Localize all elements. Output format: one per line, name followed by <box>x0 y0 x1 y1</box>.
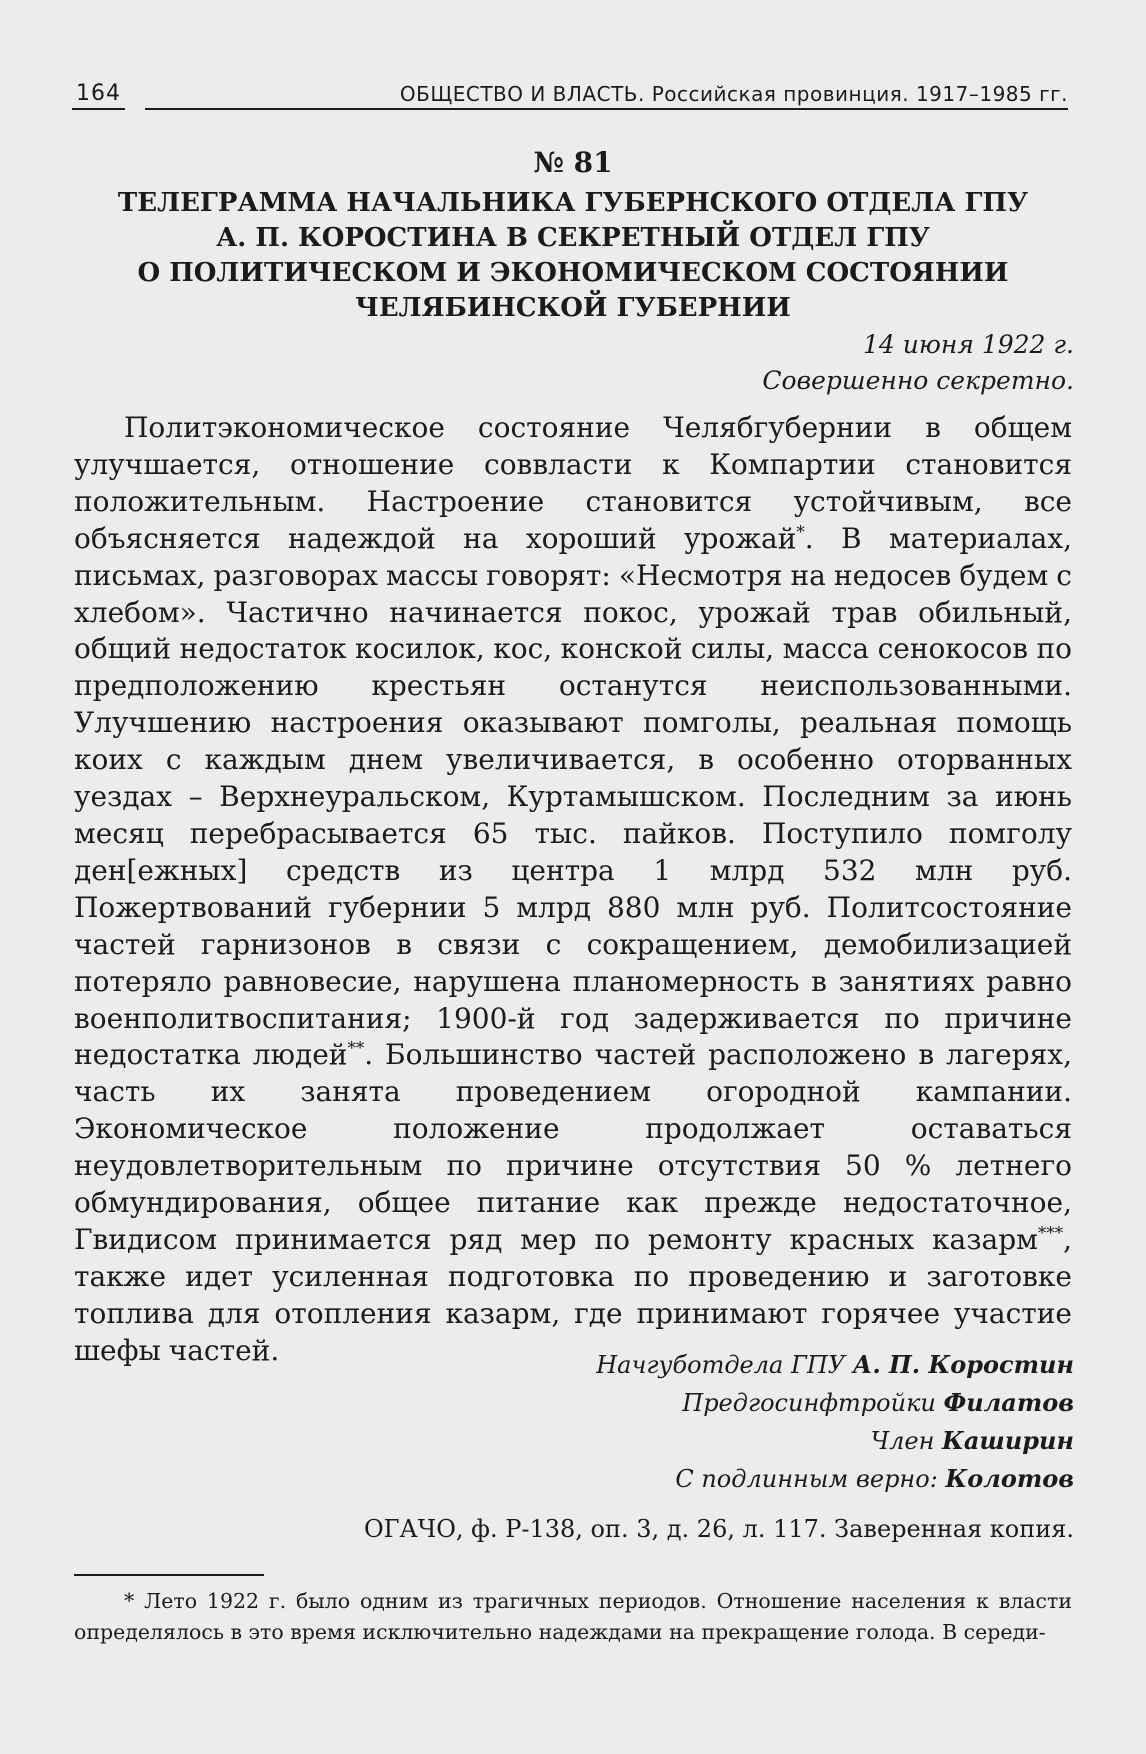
title-line: ЧЕЛЯБИНСКОЙ ГУБЕРНИИ <box>355 293 791 323</box>
document-body <box>74 410 1072 1370</box>
footnote-marker: *** <box>1037 1222 1064 1243</box>
document-title <box>100 186 1046 326</box>
title-line: А. П. КОРОСТИНА В СЕКРЕТНЫЙ ОТДЕЛ ГПУ <box>216 223 930 253</box>
signature-role: Начгуботдела ГПУ <box>596 1351 846 1379</box>
title-line: ТЕЛЕГРАММА НАЧАЛЬНИКА ГУБЕРНСКОГО ОТДЕЛА ГПУ <box>117 188 1029 218</box>
running-title: ОБЩЕСТВО И ВЛАСТЬ. Российская провинция. 1917–1985 гг. <box>145 82 1068 110</box>
title-line: О ПОЛИТИЧЕСКОМ И ЭКОНОМИЧЕСКОМ СОСТОЯНИИ <box>137 258 1009 288</box>
document-date: 14 июня 1922 г. <box>863 330 1074 359</box>
secrecy-mark: Совершенно секретно. <box>762 366 1074 395</box>
body-text-part: Политэкономическое состояние Челябгубернии в общем улучшается, отношение соввласти к Компартии становится положительным. Настроение становится устойчивым, все объясняется надеждой на хороший урожай <box>74 411 1072 555</box>
signature-block <box>174 1346 1074 1498</box>
signature-line <box>174 1346 1074 1384</box>
signature-role: С подлинным верно: <box>675 1465 938 1493</box>
archive-reference: ОГАЧО, ф. Р-138, оп. 3, д. 26, л. 117. Заверенная копия. <box>363 1515 1074 1543</box>
footnote-marker: ** <box>347 1038 365 1059</box>
signature-line <box>174 1460 1074 1498</box>
page-header <box>72 76 1068 110</box>
signature-line <box>174 1384 1074 1422</box>
page-number: 164 <box>72 81 125 110</box>
body-text-part: , также идет усиленная подготовка по проведению и заготовке топлива для отопления казарм, где принимают горячее участие шефы частей. <box>74 1222 1072 1367</box>
body-text-part: . Большинство частей расположено в лагерях, часть их занята проведением огородной кампании. Экономическое положение продолжает оставаться неудовлетворительным по причине отсутствия 50 % летнего обмундирования, общее питание как прежде недостаточное, Гвидисом принимается ряд мер по ремонту красных казарм <box>74 1038 1072 1256</box>
signature-role: Член <box>870 1427 935 1455</box>
signature-line <box>174 1422 1074 1460</box>
footnote-divider <box>74 1574 264 1576</box>
footnote-marker: * <box>796 521 805 542</box>
signature-name: А. П. Коростин <box>852 1350 1074 1379</box>
signature-name: Филатов <box>943 1388 1074 1417</box>
document-number: № 81 <box>533 146 613 179</box>
signature-name: Каширин <box>942 1426 1074 1455</box>
signature-name: Колотов <box>945 1464 1074 1493</box>
footnote: * Лето 1922 г. было одним из трагичных периодов. Отношение населения к власти определялось в это время исключительно надеждами на прекращение голода. В середи- <box>74 1589 1072 1644</box>
signature-role: Предгосинфтройки <box>682 1389 936 1417</box>
body-text-part: . В материалах, письмах, разговорах массы говорят: «Несмотря на недосев будем с хлебом». Частично начинается покос, урожай трав обильный, общий недостаток косилок, кос, конской силы, масса сенокосов по предположению крестьян останутся неиспользованными. Улучшению настроения оказывают помголы, реальная помощь коих с каждым днем увеличивается, в особенно оторванных уездах – Верхнеуральском, Куртамышском. Последним за июнь месяц перебрасывается 65 тыс. пайков. Поступило помголу ден[ежных] средств из центра 1 млрд 532 млн руб. Пожертвований губернии 5 млрд 880 млн руб. Политсостояние частей гарнизонов в связи с сокращением, демобилизацией потеряло равновесие, нарушена планомерность в занятиях равно военполитвоспитания; 1900-й год задерживается по причине недостатка людей <box>74 521 1073 1072</box>
